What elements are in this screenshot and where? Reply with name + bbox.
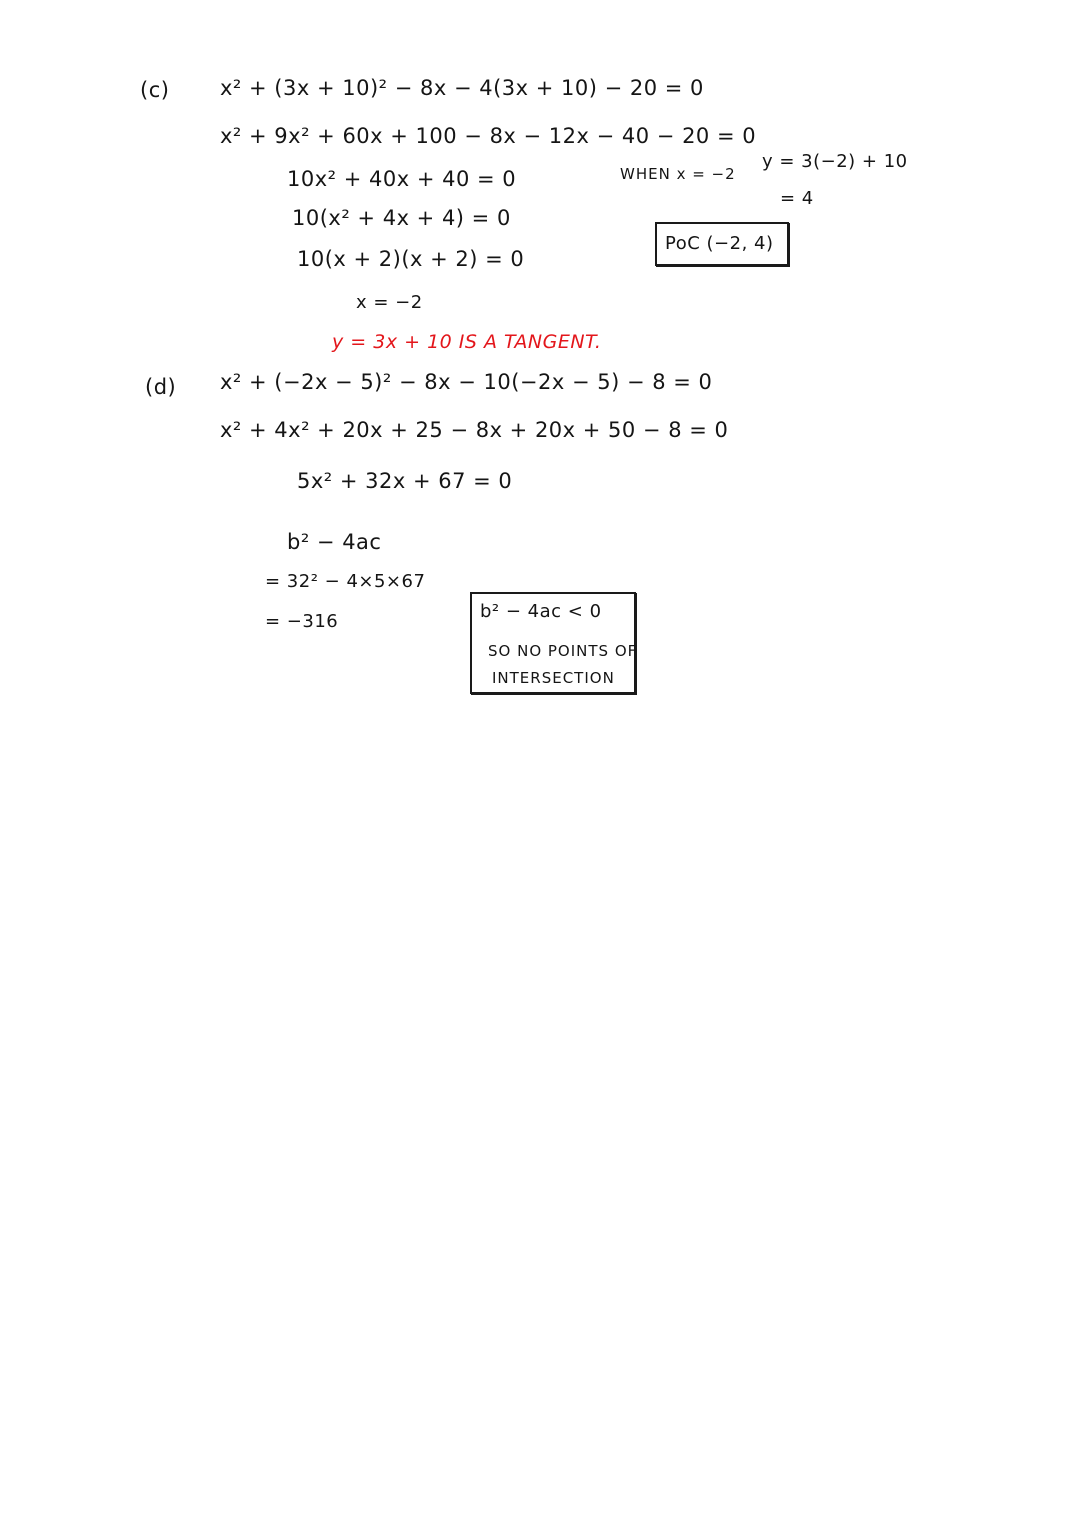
part-d-answer-box — [470, 592, 636, 694]
part-c-line-3: 10x² + 40x + 40 = 0 — [287, 167, 517, 191]
part-c-boxed-answer: PoC (−2, 4) — [665, 233, 774, 254]
part-d-discriminant-label: b² − 4ac — [287, 530, 382, 554]
part-d-discriminant-result: = −316 — [265, 611, 339, 632]
part-c-conclusion: y = 3x + 10 IS A TANGENT. — [332, 331, 602, 353]
part-d-discriminant-substitution: = 32² − 4×5×67 — [265, 571, 426, 592]
part-c-y-substitution: y = 3(−2) + 10 — [762, 151, 908, 172]
part-d-boxed-line-3: INTERSECTION — [492, 669, 615, 687]
part-d-boxed-line-2: SO NO POINTS OF — [488, 642, 638, 660]
part-d-line-3: 5x² + 32x + 67 = 0 — [297, 469, 513, 493]
part-c-line-5: 10(x + 2)(x + 2) = 0 — [297, 247, 525, 271]
part-d-line-1: x² + (−2x − 5)² − 8x − 10(−2x − 5) − 8 = 0 — [220, 370, 713, 394]
part-d-label: (d) — [145, 375, 177, 399]
part-c-y-result: = 4 — [780, 188, 814, 209]
part-c-line-4: 10(x² + 4x + 4) = 0 — [292, 206, 511, 230]
part-d-boxed-line-1: b² − 4ac < 0 — [480, 601, 602, 622]
part-d-line-2: x² + 4x² + 20x + 25 − 8x + 20x + 50 − 8 = 0 — [220, 418, 729, 442]
part-c-label: (c) — [140, 78, 170, 102]
part-c-line-2: x² + 9x² + 60x + 100 − 8x − 12x − 40 − 20 = 0 — [220, 124, 757, 148]
part-c-answer-box — [655, 222, 789, 266]
part-c-line-1: x² + (3x + 10)² − 8x − 4(3x + 10) − 20 = 0 — [220, 76, 704, 100]
part-c-when-text: WHEN x = −2 — [620, 165, 736, 183]
part-c-solution: x = −2 — [356, 292, 423, 313]
